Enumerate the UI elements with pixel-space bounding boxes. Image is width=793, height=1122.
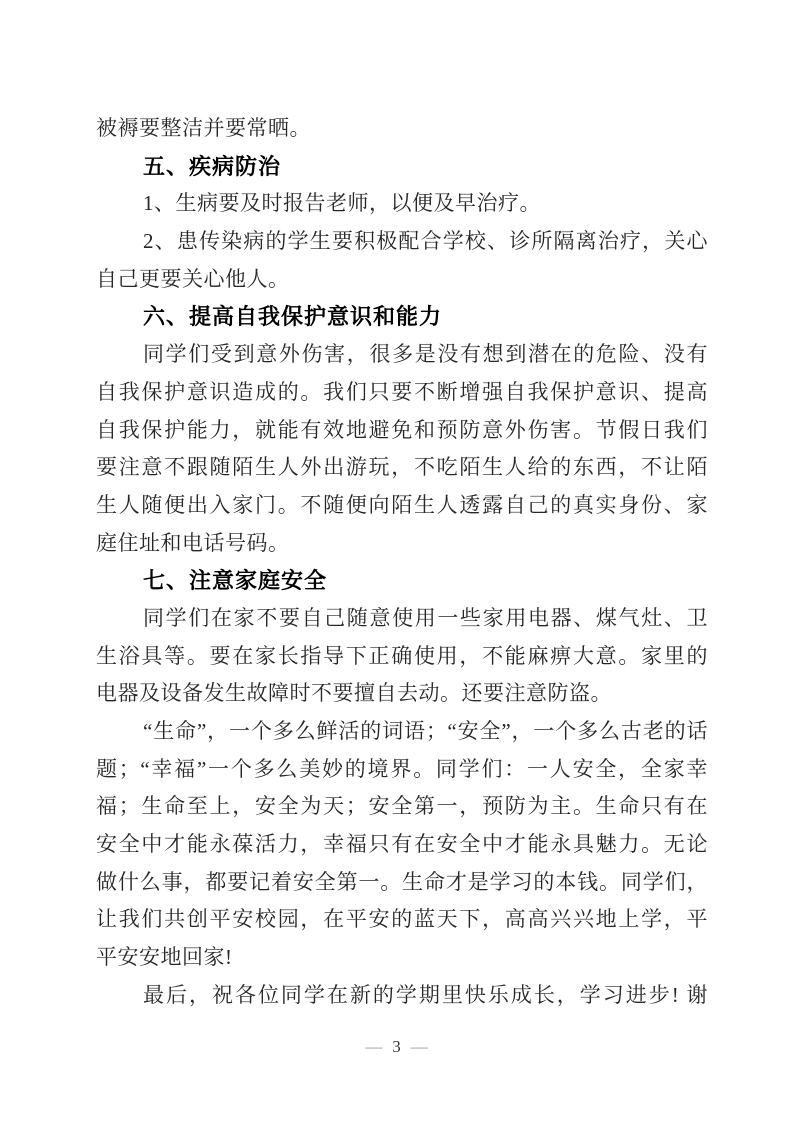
text-line: 同学们在家不要自己随意使用一些家用电器、煤气灶、卫 (143, 605, 708, 630)
text-line: 让我们共创平安校园，在平安的蓝天下，高高兴兴地上学，平 (96, 907, 708, 932)
text-line: “生命”，一个多么鲜活的词语；“安全”，一个多么古老的话 (143, 719, 708, 743)
text-line: 自我保护意识造成的。我们只要不断增强自我保护意识、提高 (96, 379, 708, 404)
text-line: 自己更要关心他人。 (96, 266, 290, 291)
section-heading: 七、注意家庭安全 (143, 568, 328, 594)
document-body (96, 110, 708, 1015)
text-line: 平安安地回家! (96, 945, 233, 970)
text-line: 同学们受到意外伤害，很多是没有想到潜在的危险、没有 (143, 342, 708, 367)
text-line: 做什么事，都要记着安全第一。生命才是学习的本钱。同学们， (96, 869, 708, 894)
page-number: 3 (392, 1036, 401, 1056)
text-line: 自我保护能力，就能有效地避免和预防意外伤害。节假日我们 (96, 417, 708, 442)
text-line: 题；“幸福”一个多么美妙的境界。同学们：一人安全，全家幸 (96, 756, 708, 781)
text-line: 生浴具等。要在家长指导下正确使用，不能麻痹大意。家里的 (96, 643, 708, 668)
text-line: 被褥要整洁并要常晒。 (96, 116, 311, 140)
text-line: 最后，祝各位同学在新的学期里快乐成长，学习进步! 谢 (143, 982, 708, 1007)
text-line: 生人随便出入家门。不随便向陌生人透露自己的真实身份、家 (96, 492, 708, 517)
text-line: 庭住址和电话号码。 (96, 530, 290, 555)
text-line: 要注意不跟随陌生人外出游玩，不吃陌生人给的东西，不让陌 (96, 455, 708, 480)
section-heading: 五、疾病防治 (143, 153, 282, 179)
footer-left-dash: — (365, 1036, 383, 1056)
page-footer (0, 1033, 793, 1059)
text-line: 电器及设备发生故障时不要擅自去动。还要注意防盗。 (96, 681, 612, 706)
text-line: 2、患传染病的学生要积极配合学校、诊所隔离治疗，关心 (143, 229, 708, 254)
text-line: 1、生病要及时报告老师，以便及早治疗。 (143, 191, 541, 216)
text-line: 安全中才能永葆活力，幸福只有在安全中才能永具魅力。无论 (96, 832, 708, 857)
section-heading: 六、提高自我保护意识和能力 (143, 304, 443, 330)
text-line: 福；生命至上，安全为天；安全第一，预防为主。生命只有在 (96, 794, 708, 819)
footer-right-dash: — (410, 1036, 428, 1056)
